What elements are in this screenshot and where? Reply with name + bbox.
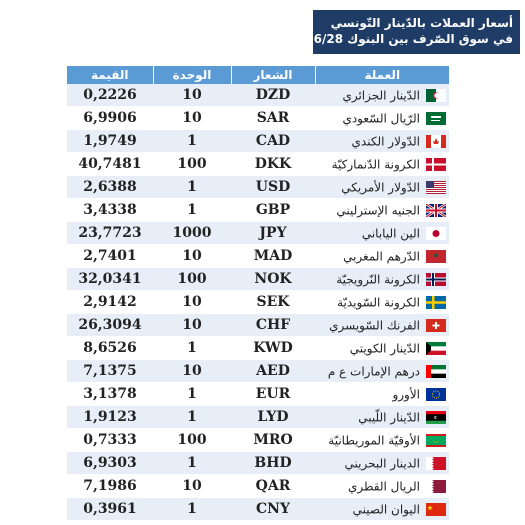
currency-name-cell bbox=[315, 452, 449, 475]
currency-name-cell bbox=[315, 360, 449, 383]
table-row bbox=[67, 176, 449, 199]
currency-code-cell: BHD bbox=[231, 452, 315, 475]
table-row bbox=[67, 245, 449, 268]
table-header-row bbox=[67, 66, 449, 84]
rate-unit-cell: 1 bbox=[153, 199, 231, 222]
rate-value-cell: 2,9142 bbox=[67, 291, 153, 314]
currency-code-cell: CHF bbox=[231, 314, 315, 337]
currency-code-cell: DKK bbox=[231, 153, 315, 176]
currency-name: الدّرهم المغربي bbox=[343, 249, 420, 264]
rate-unit-cell: 10 bbox=[153, 245, 231, 268]
table-row bbox=[67, 498, 449, 521]
currency-name-cell bbox=[315, 429, 449, 452]
currency-name: الرّيال السّعودي bbox=[342, 111, 420, 126]
column-header-value: القيمة bbox=[67, 66, 153, 84]
currency-code-cell: CNY bbox=[231, 498, 315, 521]
rate-value-cell: 0,7333 bbox=[67, 429, 153, 452]
page-subtitle: في سوق الصّرف بين البنوك 2018/06/28 bbox=[267, 32, 513, 46]
rate-value-cell: 3,4338 bbox=[67, 199, 153, 222]
algeria-flag-icon bbox=[426, 89, 446, 102]
currency-code-cell: GBP bbox=[231, 199, 315, 222]
table-row bbox=[67, 475, 449, 498]
rate-value-cell: 40,7481 bbox=[67, 153, 153, 176]
rate-unit-cell: 10 bbox=[153, 314, 231, 337]
currency-name-cell bbox=[315, 314, 449, 337]
currency-name: اليوان الصيني bbox=[352, 502, 420, 517]
rate-unit-cell: 100 bbox=[153, 429, 231, 452]
table-row bbox=[67, 268, 449, 291]
rate-value-cell: 0,2226 bbox=[67, 84, 153, 107]
table-body bbox=[67, 84, 449, 521]
rate-value-cell: 0,3961 bbox=[67, 498, 153, 521]
currency-name: الين الياباني bbox=[361, 226, 420, 241]
table-row bbox=[67, 291, 449, 314]
rate-value-cell: 2,6388 bbox=[67, 176, 153, 199]
saudi-arabia-flag-icon bbox=[426, 112, 446, 125]
libya-flag-icon bbox=[426, 411, 446, 424]
currency-name: الأوقيّة الموريطانيّة bbox=[328, 433, 420, 448]
switzerland-flag-icon bbox=[426, 319, 446, 332]
currency-name: الدّينار الكويتي bbox=[349, 341, 420, 356]
denmark-flag-icon bbox=[426, 158, 446, 171]
table-row bbox=[67, 84, 449, 107]
rate-value-cell: 23,7723 bbox=[67, 222, 153, 245]
rate-unit-cell: 1 bbox=[153, 337, 231, 360]
morocco-flag-icon bbox=[426, 250, 446, 263]
currency-code-cell: SEK bbox=[231, 291, 315, 314]
currency-code-cell: DZD bbox=[231, 84, 315, 107]
table-row bbox=[67, 406, 449, 429]
rate-value-cell: 6,9303 bbox=[67, 452, 153, 475]
currency-name: الدّولار الكندي bbox=[351, 134, 420, 149]
exchange-rates-table bbox=[67, 66, 449, 521]
currency-name: الأورو bbox=[392, 387, 420, 402]
rate-value-cell: 7,1986 bbox=[67, 475, 153, 498]
currency-code-cell: MRO bbox=[231, 429, 315, 452]
currency-name-cell bbox=[315, 245, 449, 268]
table-row bbox=[67, 153, 449, 176]
rate-unit-cell: 10 bbox=[153, 84, 231, 107]
rate-value-cell: 32,0341 bbox=[67, 268, 153, 291]
rate-unit-cell: 1 bbox=[153, 406, 231, 429]
currency-name-cell bbox=[315, 130, 449, 153]
rate-unit-cell: 100 bbox=[153, 153, 231, 176]
eu-flag-icon bbox=[426, 388, 446, 401]
rate-unit-cell: 10 bbox=[153, 291, 231, 314]
currency-name: الدينار البحريني bbox=[344, 456, 420, 471]
currency-name-cell bbox=[315, 153, 449, 176]
page-title: أسعار العملات بالدّينار التّونسي bbox=[330, 16, 513, 30]
sweden-flag-icon bbox=[426, 296, 446, 309]
qatar-flag-icon bbox=[426, 480, 446, 493]
currency-name-cell bbox=[315, 498, 449, 521]
rate-value-cell: 6,9906 bbox=[67, 107, 153, 130]
currency-name-cell bbox=[315, 291, 449, 314]
currency-code-cell: NOK bbox=[231, 268, 315, 291]
rate-unit-cell: 1 bbox=[153, 130, 231, 153]
rate-unit-cell: 1 bbox=[153, 452, 231, 475]
rate-value-cell: 8,6526 bbox=[67, 337, 153, 360]
column-header-currency: العملة bbox=[315, 66, 449, 84]
rate-unit-cell: 1 bbox=[153, 176, 231, 199]
rate-unit-cell: 100 bbox=[153, 268, 231, 291]
rate-value-cell: 26,3094 bbox=[67, 314, 153, 337]
currency-code-cell: MAD bbox=[231, 245, 315, 268]
rate-value-cell: 7,1375 bbox=[67, 360, 153, 383]
rate-value-cell: 2,7401 bbox=[67, 245, 153, 268]
currency-name: الكرونة الدّنماركيّة bbox=[331, 157, 420, 172]
uk-flag-icon bbox=[426, 204, 446, 217]
rate-value-cell: 1,9749 bbox=[67, 130, 153, 153]
currency-name-cell bbox=[315, 268, 449, 291]
table-row bbox=[67, 383, 449, 406]
currency-name: الكرونة النّرويجيّة bbox=[336, 272, 420, 287]
currency-name: الكرونة السّويديّة bbox=[337, 295, 420, 310]
currency-name-cell bbox=[315, 406, 449, 429]
table-row bbox=[67, 314, 449, 337]
currency-name: الريال القطري bbox=[347, 479, 420, 494]
currency-name: الدّولار الأمريكي bbox=[341, 180, 420, 195]
norway-flag-icon bbox=[426, 273, 446, 286]
page-title-box bbox=[267, 10, 520, 54]
table-row bbox=[67, 360, 449, 383]
table-row bbox=[67, 222, 449, 245]
table-row bbox=[67, 107, 449, 130]
currency-name-cell bbox=[315, 84, 449, 107]
currency-code-cell: SAR bbox=[231, 107, 315, 130]
currency-name-cell bbox=[315, 475, 449, 498]
table-row bbox=[67, 452, 449, 475]
currency-code-cell: LYD bbox=[231, 406, 315, 429]
currency-name: الفرنك السّويسري bbox=[329, 318, 420, 333]
canada-flag-icon bbox=[426, 135, 446, 148]
column-header-code: الشعار bbox=[231, 66, 315, 84]
rate-unit-cell: 10 bbox=[153, 360, 231, 383]
usa-flag-icon bbox=[426, 181, 446, 194]
currency-name: الجنيه الإسترليني bbox=[336, 203, 420, 218]
china-flag-icon bbox=[426, 503, 446, 516]
uae-flag-icon bbox=[426, 365, 446, 378]
currency-name-cell bbox=[315, 199, 449, 222]
rate-unit-cell: 1 bbox=[153, 383, 231, 406]
currency-name-cell bbox=[315, 222, 449, 245]
currency-name: درهم الإمارات ع م bbox=[327, 364, 420, 379]
kuwait-flag-icon bbox=[426, 342, 446, 355]
currency-code-cell: USD bbox=[231, 176, 315, 199]
column-header-unit: الوحدة bbox=[153, 66, 231, 84]
table-row bbox=[67, 337, 449, 360]
japan-flag-icon bbox=[426, 227, 446, 240]
currency-code-cell: KWD bbox=[231, 337, 315, 360]
currency-code-cell: JPY bbox=[231, 222, 315, 245]
currency-name-cell bbox=[315, 383, 449, 406]
currency-name-cell bbox=[315, 176, 449, 199]
currency-code-cell: EUR bbox=[231, 383, 315, 406]
currency-name: الدّينار الجزائري bbox=[342, 88, 420, 103]
currency-name-cell bbox=[315, 107, 449, 130]
table-row bbox=[67, 130, 449, 153]
rate-unit-cell: 10 bbox=[153, 475, 231, 498]
currency-code-cell: QAR bbox=[231, 475, 315, 498]
rate-value-cell: 3,1378 bbox=[67, 383, 153, 406]
rate-unit-cell: 10 bbox=[153, 107, 231, 130]
bahrain-flag-icon bbox=[426, 457, 446, 470]
mauritania-flag-icon bbox=[426, 434, 446, 447]
currency-name: الدّينار اللّيبي bbox=[358, 410, 420, 425]
table-row bbox=[67, 429, 449, 452]
rate-unit-cell: 1000 bbox=[153, 222, 231, 245]
rate-value-cell: 1,9123 bbox=[67, 406, 153, 429]
currency-name-cell bbox=[315, 337, 449, 360]
rate-unit-cell: 1 bbox=[153, 498, 231, 521]
table-row bbox=[67, 199, 449, 222]
currency-code-cell: CAD bbox=[231, 130, 315, 153]
currency-code-cell: AED bbox=[231, 360, 315, 383]
